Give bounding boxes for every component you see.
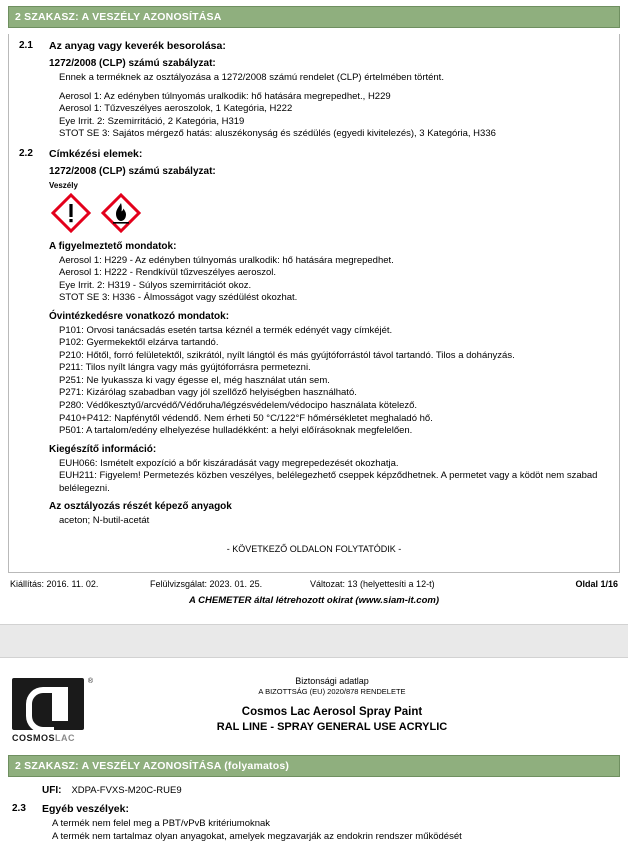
- precautionary-statement: P501: A tartalom/edény elhelyezése hulladékként: a helyi előírásoknak megfelelően.: [59, 425, 413, 437]
- brand-wordmark-secondary: LAC: [55, 732, 76, 743]
- precautionary-statement: P271: Kizárólag szabadban vagy jól szellőző helyiségben használható.: [59, 387, 357, 399]
- precautionary-statement: P211: Tilos nyílt lángra vagy más gyújtóforrásra permetezni.: [59, 362, 311, 374]
- subsection-2-2-heading: Címkézési elemek:: [49, 147, 143, 160]
- brand-logo: [12, 676, 108, 743]
- clp-regulation-heading-1: 1272/2008 (CLP) számú szabályzat:: [49, 58, 216, 69]
- page-2: [0, 658, 628, 844]
- ghs07-exclamation-mark-icon: [51, 193, 91, 233]
- signal-word: Veszély: [49, 180, 78, 190]
- subsection-2-2: [15, 148, 613, 528]
- clp-regulation-heading-2: 1272/2008 (CLP) számú szabályzat:: [49, 165, 216, 177]
- footer-page-number: Oldal 1/16: [575, 578, 618, 589]
- subsection-2-1-number: 2.1: [19, 40, 33, 51]
- classification-intro: Ennek a terméknek az osztályozása a 1272/2008 számú rendelet (CLP) értelmében történt.: [59, 72, 444, 83]
- supplemental-statement: EUH066: Ismételt expozíció a bőr kiszáradását vagy megrepedezését okozhatja.: [59, 457, 399, 469]
- continued-note: - KÖVETKEZŐ OLDALON FOLYTATÓDIK -: [226, 543, 402, 554]
- supplemental-statement: EUH211: Figyelem! Permetezés közben veszélyes, belélegezhető cseppek képződhetnek. A permetet vagy a ködöt nem szabad belélegezni.: [59, 470, 598, 494]
- subsection-2-1: [15, 40, 613, 146]
- hazard-statements-title: A figyelmeztető mondatok:: [49, 240, 177, 252]
- product-line: RAL LINE - SPRAY GENERAL USE ACRYLIC: [216, 720, 448, 733]
- hazard-pictograms: [49, 193, 613, 233]
- cosmoslac-logo-icon: [12, 677, 93, 730]
- ufi-value: XDPA-FVXS-M20C-RUE9: [71, 784, 182, 796]
- ufi-label: UFI:: [42, 784, 62, 796]
- brand-wordmark-primary: COSMOS: [12, 732, 56, 743]
- footer-version: Változat: 13 (helyettesíti a 12-t): [310, 578, 435, 589]
- precautionary-statement: P251: Ne lyukassza ki vagy égesse el, még használat után sem.: [59, 374, 330, 386]
- classification-line: Aerosol 1: Az edényben túlnyomás uralkodik: hő hatására megrepedhet., H229: [59, 90, 391, 102]
- ghs02-flame-icon: [101, 193, 141, 233]
- precautionary-statements-title: Óvintézkedésre vonatkozó mondatok:: [49, 310, 230, 322]
- footer-generator-note: A CHEMETER által létrehozott okirat (www.siam-it.com): [188, 594, 440, 606]
- footer-issue-date: Kiállítás: 2016. 11. 02.: [10, 578, 99, 589]
- page-2-body: [8, 783, 620, 844]
- subsection-2-1-heading: Az anyag vagy keverék besorolása:: [49, 40, 226, 52]
- page-1-body: [8, 34, 620, 573]
- precautionary-statement: P280: Védőkesztyű/arcvédő/Védőruha/légzésvédelem/védocipo használata kötelező.: [59, 399, 418, 411]
- classification-substances: aceton; N-butil-acetát: [59, 515, 150, 527]
- classification-line: Aerosol 1: Tűzveszélyes aeroszolok, 1 Kategória, H222: [59, 103, 293, 115]
- brand-wordmark: [12, 733, 108, 743]
- other-hazard-line: A termék nem tartalmaz olyan anyagokat, amelyek megzavarják az endokrin rendszer működését: [52, 830, 462, 842]
- page-separator: [0, 624, 628, 658]
- subsection-2-3-heading: Egyéb veszélyek:: [42, 803, 129, 816]
- classification-substances-title: Az osztályozás részét képező anyagok: [49, 501, 232, 513]
- precautionary-statement: P210: Hőtől, forró felületektől, szikrától, nyílt lángtól és más gyújtóforrástól távol tartandó. Tilos a dohányzás.: [59, 349, 515, 361]
- hazard-statement: Aerosol 1: H229 - Az edényben túlnyomás uralkodik: hő hatására megrepedhet.: [59, 254, 394, 266]
- subsection-2-3-number: 2.3: [12, 803, 26, 815]
- other-hazard-line: A termék nem felel meg a PBT/vPvB kritériumoknak: [52, 818, 271, 830]
- hazard-statement: STOT SE 3: H336 - Álmosságot vagy szédülést okozhat.: [59, 292, 298, 304]
- precautionary-statement: P101: Orvosi tanácsadás esetén tartsa kéznél a termék edényét vagy címkéjét.: [59, 324, 393, 336]
- section-2-continued-banner: 2 SZAKASZ: A VESZÉLY AZONOSÍTÁSA (folyamatos): [8, 755, 620, 777]
- ufi-row: [8, 785, 620, 798]
- registered-trademark-symbol: ®: [87, 677, 93, 685]
- hazard-statement: Aerosol 1: H222 - Rendkívül tűzveszélyes aeroszol.: [59, 267, 277, 279]
- subsection-2-2-number: 2.2: [19, 147, 33, 159]
- classification-line: Eye Irrit. 2: Szemirritáció, 2 Kategória, H319: [59, 115, 245, 127]
- supplemental-info-title: Kiegészítő információ:: [49, 443, 157, 455]
- page-1: [0, 6, 628, 606]
- footer-revision-date: Felülvizsgálat: 2023. 01. 25.: [150, 578, 263, 589]
- precautionary-statement: P410+P412: Napfénytől védendő. Nem érheti 50 °C/122°F hőmérsékletet meghaladó hő.: [59, 412, 433, 424]
- classification-line: STOT SE 3: Sajátos mérgező hatás: aluszékonyság és szédülés (egyedi kivitelezés), 3 Kategória, H336: [59, 128, 496, 140]
- document-type: Biztonsági adatlap: [295, 675, 369, 686]
- page-1-footer: [8, 579, 620, 589]
- section-2-banner: 2 SZAKASZ: A VESZÉLY AZONOSÍTÁSA: [8, 6, 620, 28]
- page-2-titles: [108, 676, 616, 733]
- precautionary-statement: P102: Gyermekektől elzárva tartandó.: [59, 337, 219, 349]
- subsection-2-3: [8, 803, 620, 843]
- product-name: Cosmos Lac Aerosol Spray Paint: [241, 705, 423, 718]
- hazard-statement: Eye Irrit. 2: H319 - Súlyos szemirritációt okoz.: [59, 279, 252, 291]
- document-page-container: [0, 6, 628, 843]
- page-2-header: [8, 658, 620, 749]
- regulation-reference: A BIZOTTSÁG (EU) 2020/878 RENDELETE: [258, 686, 406, 696]
